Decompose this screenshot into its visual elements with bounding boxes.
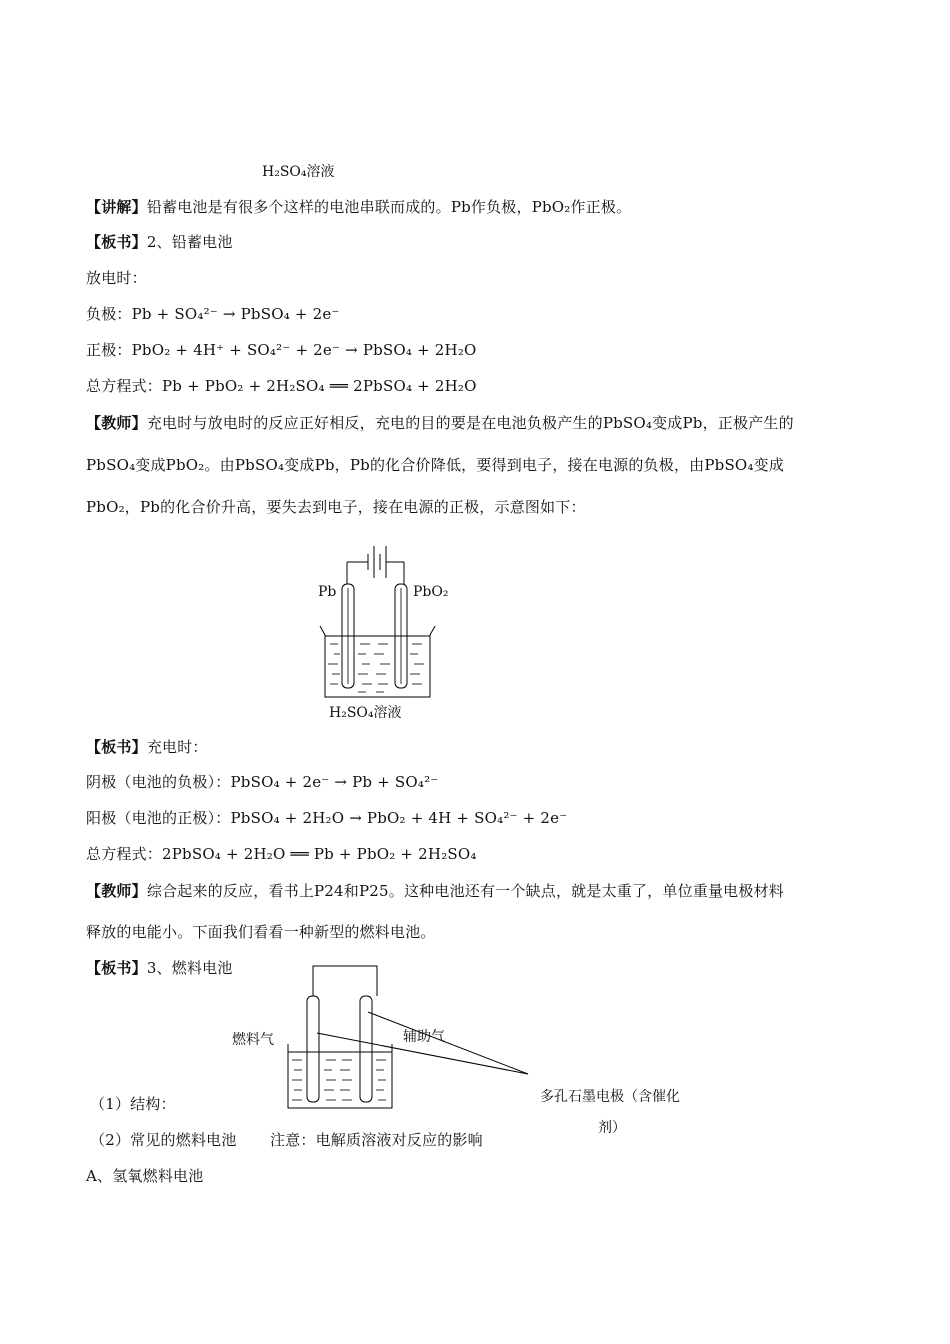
charge-cathode-equation: 阴极（电池的负极）：PbSO₄ + 2e⁻ → Pb + SO₄²⁻	[86, 773, 439, 791]
charge-total-equation: 总方程式：2PbSO₄ + 2H₂O ══ Pb + PbO₂ + 2H₂SO₄	[86, 845, 477, 863]
diagram-label-pb: Pb	[318, 584, 337, 600]
discharge-positive-equation: 正极：PbO₂ + 4H⁺ + SO₄²⁻ + 2e⁻ → PbSO₄ + 2H₂O	[86, 341, 477, 359]
board-tag: 【板书】	[86, 959, 147, 977]
board-text: 2、铅蓄电池	[146, 233, 233, 251]
teacher2-paragraph-line1	[86, 881, 784, 901]
teacher-text: 充电时与放电时的反应正好相反，充电的目的要是在电池负极产生的PbSO₄变成Pb，正极产生的	[146, 414, 794, 432]
board-text: 充电时：	[146, 738, 208, 756]
board-text: 3、燃料电池	[146, 959, 233, 977]
discharge-total-equation: 总方程式：Pb + PbO₂ + 2H₂SO₄ ══ 2PbSO₄ + 2H₂O	[86, 377, 477, 395]
discharge-title: 放电时：	[86, 269, 147, 287]
diagram-label-pbo2: PbO₂	[413, 584, 449, 600]
board-tag: 【板书】	[86, 233, 147, 251]
explain-paragraph	[86, 197, 631, 217]
aux-gas-label: 辅助气	[403, 1029, 445, 1045]
explain-tag: 【讲解】	[86, 198, 147, 216]
board-tag: 【板书】	[86, 738, 147, 756]
board-heading-lead-battery	[86, 232, 233, 252]
top-solution-caption: H₂SO₄溶液	[262, 164, 335, 180]
explain-text: 铅蓄电池是有很多个这样的电池串联而成的。Pb作负极，PbO₂作正极。	[146, 198, 632, 216]
charge-anode-equation: 阳极（电池的正极）：PbSO₄ + 2H₂O → PbO₂ + 4H + SO₄²⁻ + 2e⁻	[86, 809, 568, 827]
teacher-paragraph-line1	[86, 413, 794, 433]
teacher2-paragraph-line2: 释放的电能小。下面我们看看一种新型的燃料电池。	[86, 923, 436, 941]
board-heading-fuel-cell	[86, 958, 233, 978]
teacher-paragraph-line2: PbSO₄变成PbO₂。由PbSO₄变成Pb，Pb的化合价降低，要得到电子，接在电源的负极，由PbSO₄变成	[86, 456, 785, 474]
item-note: 注意：电解质溶液对反应的影响	[270, 1131, 483, 1149]
electrode-label-line1: 多孔石墨电极（含催化	[540, 1089, 680, 1105]
teacher-text: 综合起来的反应，看书上P24和P25。这种电池还有一个缺点，就是太重了，单位重量电极材料	[146, 882, 784, 900]
electrode-label-line2: 剂）	[598, 1120, 626, 1136]
teacher-tag: 【教师】	[86, 414, 147, 432]
charging-cell-diagram	[300, 540, 480, 700]
teacher-paragraph-line3: PbO₂，Pb的化合价升高，要失去到电子，接在电源的正极，示意图如下：	[86, 498, 586, 516]
fuel-gas-label: 燃料气	[232, 1032, 274, 1048]
item-common-fuel-cells: （2）常见的燃料电池	[90, 1131, 237, 1149]
board-heading-charging	[86, 737, 208, 757]
diagram-solution-caption: H₂SO₄溶液	[329, 705, 402, 721]
item-hydrogen-oxygen: A、氢氧燃料电池	[86, 1167, 204, 1185]
item-structure: （1）结构：	[90, 1095, 176, 1113]
discharge-negative-equation: 负极：Pb + SO₄²⁻ → PbSO₄ + 2e⁻	[86, 305, 340, 323]
teacher-tag: 【教师】	[86, 882, 147, 900]
